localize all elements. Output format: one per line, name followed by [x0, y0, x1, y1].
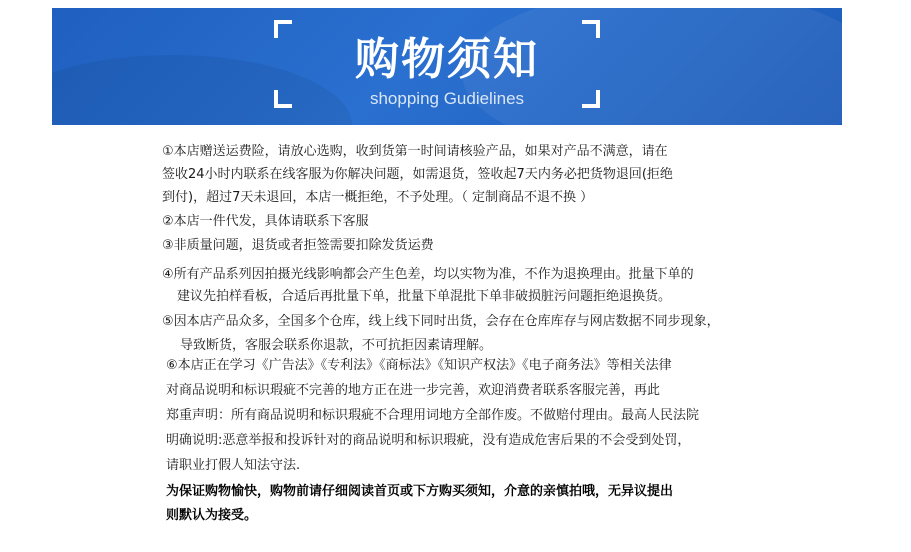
final-notice-line: 则默认为接受。 [166, 508, 258, 523]
notice-line: 请职业打假人知法守法. [166, 458, 301, 473]
notice-line: 建议先拍样看板，合适后再批量下单，批量下单混批下单非破损脏污问题拒绝退换货。 [177, 289, 672, 304]
notice-line: 导致断货，客服会联系你退款，不可抗拒因素请理解。 [180, 338, 493, 353]
notice-line: ②本店一件代发，具体请联系下客服 [162, 214, 369, 229]
notice-line: ①本店赠送运费险，请放心选购，收到货第一时间请核验产品，如果对产品不满意，请在 [162, 144, 668, 159]
banner-title: 购物须知 [355, 34, 539, 85]
notice-line: 明确说明:恶意举报和投诉针对的商品说明和标识瑕疵，没有造成危害后果的不会受到处罚， [166, 433, 691, 448]
notice-line: ⑤因本店产品众多，全国多个仓库，线上线下同时出货，会存在仓库库存与网店数据不同步现象， [162, 314, 720, 329]
notice-line: ④所有产品系列因拍摄光线影响都会产生色差，均以实物为准，不作为退换理由。批量下单的 [162, 267, 694, 282]
notice-line: 郑重声明：所有商品说明和标识瑕疵不合理用词地方全部作废。不做赔付理由。最高人民法院 [166, 408, 700, 423]
final-notice-line: 为保证购物愉快，购物前请仔细阅读首页或下方购买须知，介意的亲慎拍哦，无异议提出 [166, 484, 674, 499]
notice-line: ③非质量问题，退货或者拒签需要扣除发货运费 [162, 238, 434, 253]
notice-line: 到付)，超过7天未退回，本店一概拒绝，不予处理。（ 定制商品不退不换 ） [162, 190, 594, 205]
banner-subtitle: shopping Gudielines [369, 89, 525, 108]
notice-line: 对商品说明和标识瑕疵不完善的地方正在进一步完善，欢迎消费者联系客服完善，再此 [166, 383, 661, 398]
notice-line: ⑥本店正在学习《广告法》《专利法》《商标法》《知识产权法》《电子商务法》等相关法律 [166, 358, 672, 373]
notice-line: 签收24小时内联系在线客服为你解决问题，如需退货，签收起7天内务必把货物退回(拒绝 [162, 167, 673, 182]
